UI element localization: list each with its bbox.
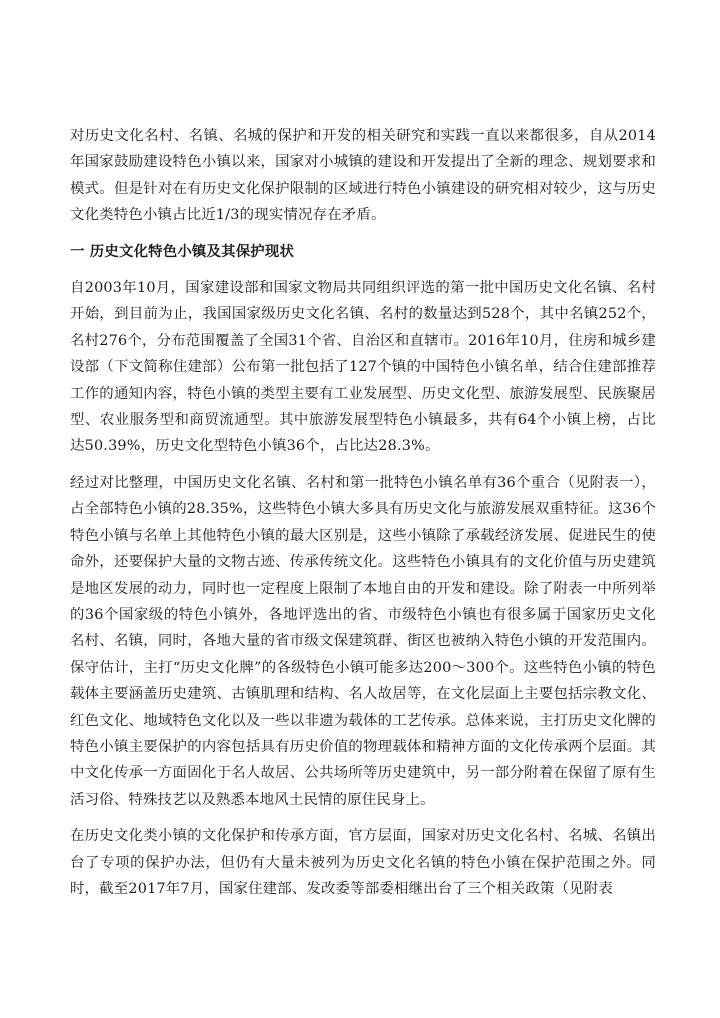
paragraph-gap (70, 229, 656, 239)
paragraph-gap (70, 460, 656, 470)
document-page (70, 123, 656, 902)
paragraph-comparison: 经过对比整理，中国历史文化名镇、名村和第一批特色小镇名单有36个重合（见附表一），占全部特色小镇的28.35%，这些特色小镇大多具有历史文化与旅游发展双重特征。这36个特色小镇与名单上其他特色小镇的最大区别是，这些小镇除了承载经济发展、促进民生的使命外，还要保护大量的文物古迹、传承传统文化。这些特色小镇具有的文化价值与历史建筑是地区发展的动力，同时也一定程度上限制了本地自由的开发和建设。除了附表一中所列举的36个国家级的特色小镇外，各地评选出的省、市级特色小镇也有很多属于国家历史文化名村、名镇，同时，各地大量的省市级文保建筑群、街区也被纳入特色小镇的开发范围内。保守估计，主打“历史文化牌”的各级特色小镇可能多达200～300个。这些特色小镇的特色载体主要涵盖历史建筑、古镇肌理和结构、名人故居等，在文化层面上主要包括宗教文化、红色文化、地域特色文化以及一些以非遗为载体的工艺传承。总体来说，主打历史文化牌的特色小镇主要保护的内容包括具有历史价值的物理载体和精神方面的文化传承两个层面。其中文化传承一方面固化于名人故居、公共场所等历史建筑中，另一部分附着在保留了原有生活习俗、特殊技艺以及熟悉本地风土民情的原住民身上。 (70, 474, 656, 808)
paragraph-history: 自2003年10月，国家建设部和国家文物局共同组织评选的第一批中国历史文化名镇、名村开始，到目前为止，我国国家级历史文化名镇、名村的数量达到528个，其中名镇252个，名村276个，分布范围覆盖了全国31个省、自治区和直辖市。2016年10月，住房和城乡建设部（下文简称住建部）公布第一批包括了127个镇的中国特色小镇名单，结合住建部推荐工作的通知内容，特色小镇的类型主要有工业发展型、历史文化型、旅游发展型、民族聚居型、农业服务型和商贸流通型。其中旅游发展型特色小镇最多，共有64个小镇上榜，占比达50.39%，历史文化型特色小镇36个，占比达28.3%。 (70, 280, 656, 455)
section-heading: 一 历史文化特色小镇及其保护现状 (70, 243, 295, 260)
paragraph-protection: 在历史文化类小镇的文化保护和传承方面，官方层面，国家对历史文化名村、名城、名镇出台了专项的保护办法，但仍有大量未被列为历史文化名镇的特色小镇在保护范围之外。同时，截至2017年7月，国家住建部、发改委等部委相继出台了三个相关政策（见附表 (70, 828, 656, 897)
paragraph-intro: 对历史文化名村、名镇、名城的保护和开发的相关研究和实践一直以来都很多，自从2014年国家鼓励建设特色小镇以来，国家对小城镇的建设和开发提出了全新的理念、规划要求和模式。但是针对在有历史文化保护限制的区域进行特色小镇建设的研究相对较少，这与历史文化类特色小镇占比近1/3的现实情况存在矛盾。 (70, 128, 656, 224)
paragraph-gap (70, 265, 656, 275)
paragraph-gap (70, 813, 656, 823)
